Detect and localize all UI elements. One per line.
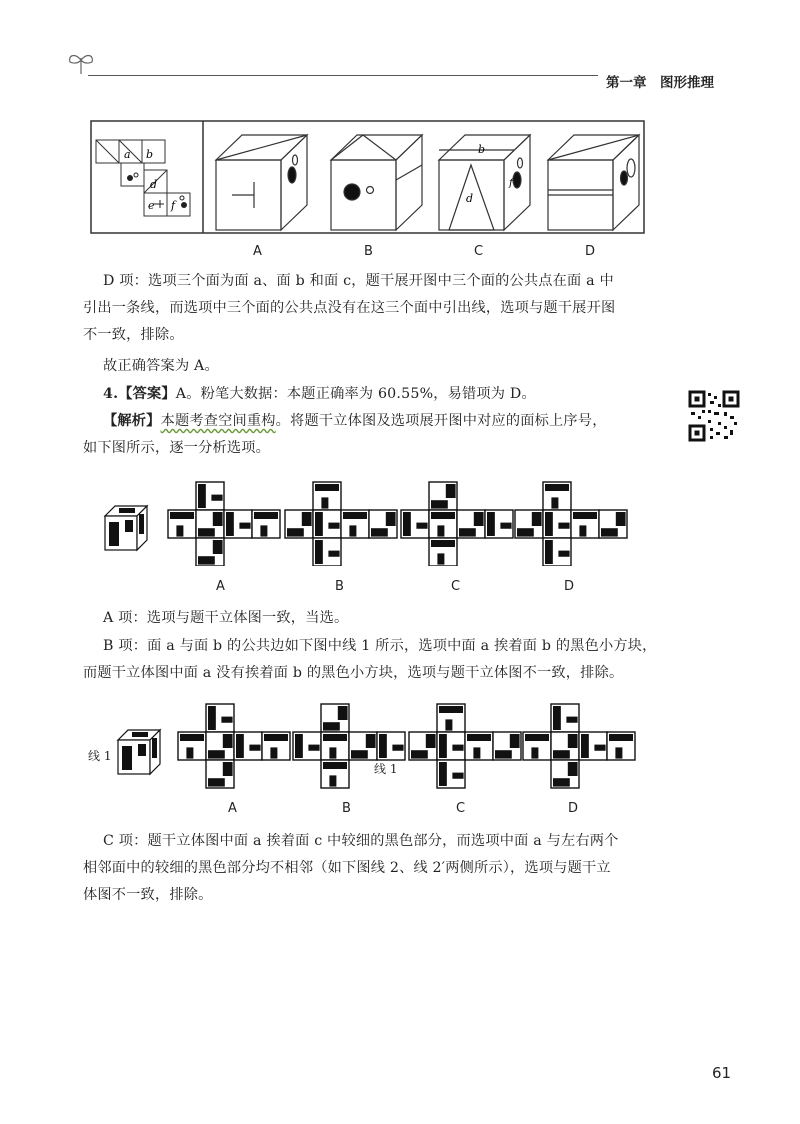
answer-line: [103, 381, 703, 408]
figure-1: [90, 120, 650, 242]
cube-c-face-b: b: [478, 143, 486, 156]
fig2-label-a: A: [216, 579, 225, 594]
option-d-line-2: 引出一条线，而选项中三个面的公共点没有在这三个面中引出线，选项与题干展开图: [83, 300, 616, 316]
option-d-line-1: D 项：选项三个面为面 a、面 b 和面 c，题干展开图中三个面的公共点在面 a 中: [103, 273, 614, 289]
fig2-label-b: B: [335, 579, 344, 594]
option-b-line-1: B 项：面 a 与面 b 的公共边如下图中线 1 所示，选项中面 a 挨着面 b 的黑色小方块，: [103, 638, 657, 654]
cube-c-face-f: f: [509, 178, 513, 189]
analysis-line-2: 如下图所示，逐一分析选项。: [83, 440, 271, 456]
fig3-label-a: A: [228, 801, 237, 816]
fig3-label-c: C: [456, 801, 466, 816]
line-1-label-cube: 线 1: [88, 749, 112, 763]
option-c-line-3: 体图不一致，排除。: [83, 887, 213, 903]
fig2-label-d: D: [564, 579, 575, 594]
fig3-net-d: [523, 704, 635, 788]
analysis: [83, 408, 703, 462]
option-b-line-2: 而题干立体图中面 a 没有挨着面 b 的黑色小方块，选项与题干立体图不一致，排除。: [83, 665, 624, 681]
cube-c-face-d: d: [466, 192, 474, 205]
analysis-label: 【解析】: [103, 413, 161, 429]
fig2-label-c: C: [451, 579, 461, 594]
answer-label: 4.【答案】: [103, 386, 176, 402]
qr-code-icon[interactable]: [688, 390, 740, 446]
fig3-label-d: D: [568, 801, 579, 816]
net-face-d: d: [150, 178, 158, 191]
net-face-a: a: [124, 148, 131, 161]
fig2-net-b: [285, 482, 397, 566]
option-c-line-2: 相邻面中的较细的黑色部分均不相邻（如下图线 2、线 2′两侧所示），选项与题干立: [83, 860, 611, 876]
option-a-explanation: A 项：选项与题干立体图一致，当选。: [103, 610, 349, 626]
fig3-label-b: B: [342, 801, 351, 816]
cube-option-b: [331, 135, 422, 230]
fig1-label-b: B: [364, 244, 373, 259]
fig1-label-a: A: [253, 244, 262, 259]
fig3-net-a: [178, 704, 290, 788]
cube-option-a: [216, 135, 307, 230]
net-face-b: b: [146, 148, 154, 161]
option-d-explanation: [83, 268, 703, 349]
net-face-e: e: [148, 199, 155, 212]
figure-3: [90, 700, 640, 796]
conclusion: 故正确答案为 A。: [103, 358, 219, 374]
option-c-line-1: C 项：题干立体图中面 a 挨着面 c 中较细的黑色部分，而选项中面 a 与左右两个: [103, 833, 619, 849]
fig2-cube: [105, 506, 147, 550]
option-c-explanation: [83, 828, 703, 909]
option-b-explanation: [83, 633, 703, 687]
net-face-f: f: [171, 199, 176, 212]
fig3-net-c: [409, 704, 521, 788]
line-1-label-net: 线 1: [374, 762, 398, 776]
chapter-title: 第一章 图形推理: [606, 75, 714, 91]
answer-text: A。粉笔大数据：本题正确率为 60.55%，易错项为 D。: [175, 386, 536, 402]
cube-option-d: [548, 135, 639, 230]
fig2-net-a: [168, 482, 280, 566]
option-d-line-3: 不一致，排除。: [83, 327, 184, 343]
fig1-label-c: C: [474, 244, 484, 259]
fig3-cube: [118, 730, 160, 774]
page-number: 61: [712, 1064, 732, 1082]
analysis-keyword: 本题考查空间重构: [160, 413, 276, 429]
fig2-net-c: [401, 482, 513, 566]
header-rule: [88, 75, 598, 76]
fig2-net-d: [515, 482, 627, 566]
figure-2: [100, 478, 640, 570]
analysis-rest: 。将题干立体图及选项展开图中对应的面标上序号，: [275, 413, 607, 429]
fig1-label-d: D: [585, 244, 596, 259]
